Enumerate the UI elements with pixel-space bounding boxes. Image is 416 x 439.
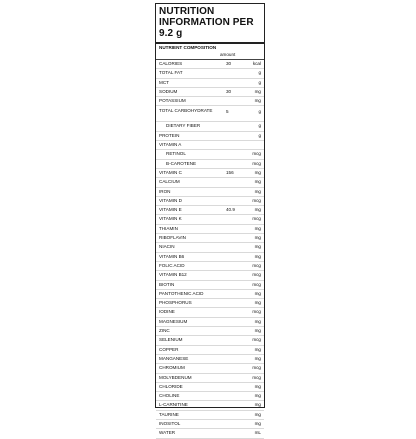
table-row (156, 106, 264, 122)
nutrient-unit: mg (254, 253, 261, 259)
nutrient-name: TAURINE (159, 411, 179, 417)
table-row (156, 206, 264, 215)
nutrient-name: VITAMIN E (159, 207, 182, 213)
nutrient-unit: mcg (252, 151, 261, 157)
nutrient-name: WATER (159, 430, 176, 436)
nutrient-name: MAGNESIUM (159, 318, 188, 324)
nutrient-name: POTASSIUM (159, 98, 186, 104)
nutrient-unit: mg (254, 98, 261, 104)
table-row (156, 88, 264, 97)
table-row (156, 308, 264, 317)
nutrient-unit: mg (254, 393, 261, 399)
table-row (156, 411, 264, 420)
nutrient-name: DIETARY FIBER (166, 123, 201, 129)
nutrient-unit: g (258, 123, 261, 129)
nutrient-name: VITAMIN C (159, 169, 182, 175)
nutrient-unit: mg (254, 225, 261, 231)
table-row (156, 122, 264, 131)
table-row (156, 374, 264, 383)
table-row (156, 132, 264, 141)
nutrient-unit: mg (254, 411, 261, 417)
table-row (156, 318, 264, 327)
nutrient-unit: mcg (252, 160, 261, 166)
nutrient-name: L-CARNITINE (159, 402, 188, 408)
table-row (156, 346, 264, 355)
nutrient-unit: mcg (252, 281, 261, 287)
nutrient-amount: 30 (226, 61, 232, 66)
table-row (156, 234, 264, 243)
nutrient-name: VITAMIN B12 (159, 272, 187, 278)
nutrient-name: CALORIES (159, 61, 183, 66)
table-row (156, 243, 264, 252)
nutrient-name: MANGANESE (159, 355, 189, 361)
nutrient-unit: mg (254, 290, 261, 296)
nutrient-name: RETINOL (166, 151, 186, 157)
nutrient-name: BIOTIN (159, 281, 175, 287)
nutrient-name: ZINC (159, 328, 170, 334)
table-row (156, 79, 264, 88)
nutrient-column-label: NUTRIENT COMPOSITION (159, 45, 217, 50)
table-row (156, 150, 264, 159)
column-header (156, 42, 264, 59)
nutrient-amount: 156 (226, 169, 234, 175)
nutrient-unit: mg (254, 88, 261, 94)
nutrient-name: CHLORIDE (159, 383, 183, 389)
nutrient-unit: mcg (252, 337, 261, 343)
table-row (156, 160, 264, 169)
nutrient-unit: mg (254, 207, 261, 213)
nutrient-unit: mcg (252, 197, 261, 203)
nutrient-name: CHOLINE (159, 393, 180, 399)
table-row (156, 262, 264, 271)
nutrient-unit: mg (254, 300, 261, 306)
nutrient-name: SODIUM (159, 88, 178, 94)
amount-column-label: amount (220, 52, 236, 57)
nutrient-unit: mg (254, 420, 261, 426)
nutrient-amount: 40.9 (226, 207, 235, 213)
nutrient-name: TOTAL FAT (159, 70, 183, 76)
nutrient-unit: mcg (252, 309, 261, 315)
nutrient-name: MOLYBDENUM (159, 374, 192, 380)
table-row (156, 178, 264, 187)
table-row (156, 336, 264, 345)
nutrient-unit: mg (254, 169, 261, 175)
table-row (156, 429, 264, 438)
table-row (156, 401, 264, 410)
nutrient-unit: mg (254, 235, 261, 241)
nutrient-name: VITAMIN A (159, 142, 182, 148)
table-row (156, 299, 264, 308)
nutrient-name: COPPER (159, 346, 179, 352)
table-row (156, 97, 264, 106)
table-row (156, 281, 264, 290)
nutrient-name: VITAMIN D (159, 197, 182, 203)
nutrient-name: RIBOFLAVIN (159, 235, 186, 241)
nutrient-name: INOSITOL (159, 420, 181, 426)
table-row (156, 271, 264, 280)
nutrient-unit: mcg (252, 262, 261, 268)
nutrient-unit: mg (254, 402, 261, 408)
table-row (156, 392, 264, 401)
nutrient-unit: mg (254, 346, 261, 352)
nutrient-name: THIAMIN (159, 225, 178, 231)
nutrient-unit: mcg (252, 365, 261, 371)
table-row (156, 225, 264, 234)
nutrient-name: CALCIUM (159, 179, 180, 185)
nutrient-unit: mg (254, 383, 261, 389)
nutrient-name: FOLIC ACID (159, 262, 185, 268)
table-row (156, 60, 264, 69)
nutrient-unit: mL (254, 430, 261, 436)
panel-title: NUTRITION INFORMATION PER 9.2 g (159, 6, 254, 39)
nutrient-unit: g (258, 79, 261, 85)
table-row (156, 420, 264, 429)
nutrient-name: PANTOTHENIC ACID (159, 290, 204, 296)
nutrient-unit: mg (254, 355, 261, 361)
table-row (156, 169, 264, 178)
nutrient-unit: mcg (252, 374, 261, 380)
table-row (156, 253, 264, 262)
nutrient-name: PROTEIN (159, 132, 180, 138)
nutrient-name: SELENIUM (159, 337, 183, 343)
nutrient-amount: 5 (226, 109, 229, 115)
nutrient-name: MCT (159, 79, 169, 85)
nutrient-unit: mcg (252, 272, 261, 278)
nutrient-unit: g (258, 70, 261, 76)
nutrient-name: PHOSPHORUS (159, 300, 192, 306)
nutrient-name: TOTAL CARBOHYDRATE (159, 108, 213, 114)
nutrient-unit: mg (254, 244, 261, 250)
nutrient-unit: mg (254, 328, 261, 334)
nutrient-name: IRON (159, 188, 171, 194)
nutrient-unit: mcg (252, 216, 261, 222)
table-row (156, 197, 264, 206)
table-row (156, 290, 264, 299)
nutrient-name: VITAMIN K (159, 216, 182, 222)
nutrient-name: B-CAROTENE (166, 160, 197, 166)
table-row (156, 69, 264, 78)
nutrient-table (156, 59, 264, 439)
nutrient-name: VITAMIN B6 (159, 253, 185, 259)
nutrient-unit: mg (254, 318, 261, 324)
nutrient-unit: kcal (252, 61, 261, 66)
table-row (156, 383, 264, 392)
nutrient-unit: mg (254, 179, 261, 185)
nutrient-unit: mg (254, 188, 261, 194)
nutrient-name: IODINE (159, 309, 175, 315)
nutrient-unit: g (258, 132, 261, 138)
table-row (156, 188, 264, 197)
nutrition-panel (155, 3, 265, 436)
table-row (156, 327, 264, 336)
nutrient-name: NIACIN (159, 244, 175, 250)
table-row (156, 215, 264, 224)
nutrient-amount: 30 (226, 88, 232, 94)
table-row (156, 364, 264, 373)
table-row (156, 141, 264, 150)
table-row (156, 355, 264, 364)
nutrient-name: CHROMIUM (159, 365, 185, 371)
nutrient-unit: g (258, 109, 261, 115)
